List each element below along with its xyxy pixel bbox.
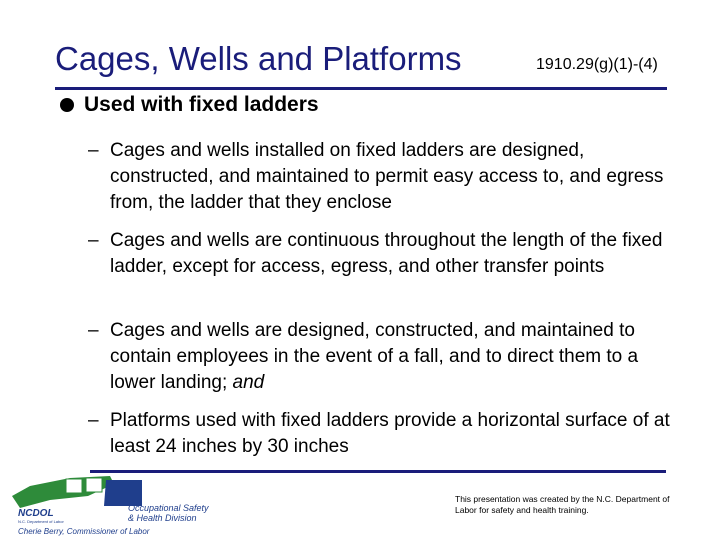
sub-bullet-text-wrap [110,318,688,396]
title-row [55,40,695,84]
slide-title: Cages, Wells and Platforms [55,40,462,77]
sub-bullet-4 [88,408,688,460]
svg-text:NCDOL: NCDOL [18,508,54,519]
footer-divider [90,470,666,473]
sub-bullet-text: Platforms used with fixed ladders provide a horizontal surface of at least 24 inches by 30 inches [110,410,670,457]
dash-marker: – [88,230,99,251]
dash-marker: – [88,140,99,161]
bullet-heading: Used with fixed ladders [84,93,319,116]
ncdol-logo [10,474,220,536]
title-divider [55,87,667,90]
emphasis-text: and [232,372,265,393]
sub-bullet-text: Cages and wells are continuous throughout the length of the fixed ladder, except for access, egress, and other transfer points [110,230,663,277]
sub-bullet-3 [88,318,688,396]
standard-citation: 1910.29(g)(1)-(4) [536,56,658,73]
svg-text:& Health Division: & Health Division [128,513,197,523]
svg-text:N.C. Department of Labor: N.C. Department of Labor [18,519,64,524]
sub-bullet-1 [88,138,688,216]
dash-marker: – [88,410,99,431]
footer-note: This presentation was created by the N.C. Department of Labor for safety and health training. [455,494,670,515]
dash-marker: – [88,320,99,341]
sub-bullet-text: Cages and wells installed on fixed ladders are designed, constructed, and maintained to permit easy access to, and egress from, the ladder that they enclose [110,140,664,213]
svg-text:Cherie Berry, Commissioner of: Cherie Berry, Commissioner of Labor [18,527,150,536]
sub-bullet-text: Cages and wells are designed, constructed, and maintained to contain employees in the event of a fall, and to direct them to a lower landing; [110,320,639,393]
svg-text:Occupational Safety: Occupational Safety [128,503,209,513]
bullet-dot-icon [60,98,74,112]
sub-bullet-2 [88,228,688,280]
